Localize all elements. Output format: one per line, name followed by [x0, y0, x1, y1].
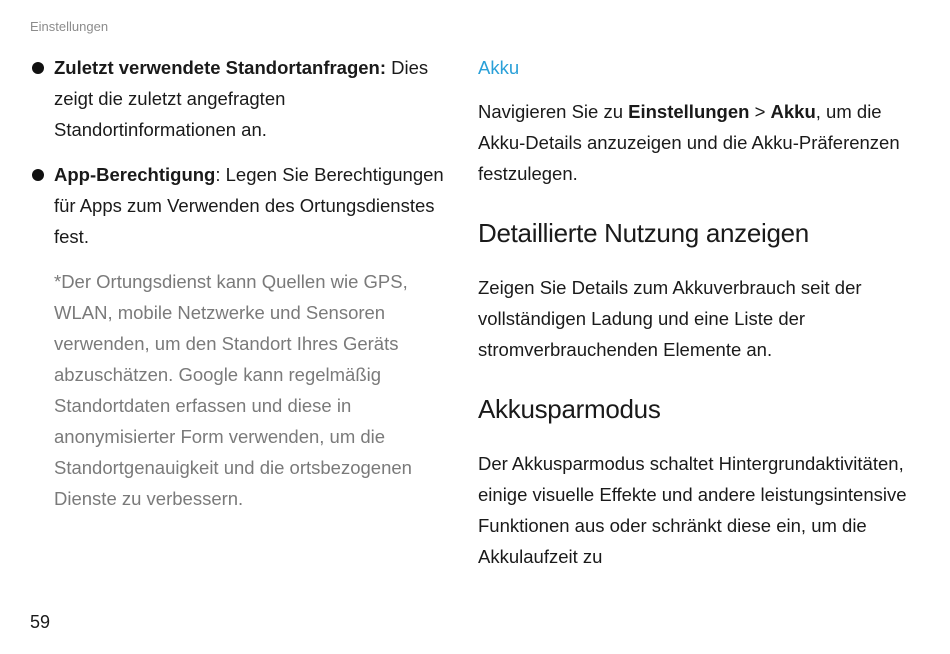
intro-text: Navigieren Sie zu — [478, 101, 629, 122]
bullet-term: Zuletzt verwendete Standortanfragen: — [54, 57, 387, 78]
location-service-note: *Der Ortungsdienst kann Quellen wie GPS, WLAN, mobile Netzwerke und Sensoren verwenden, um den Standort Ihres Geräts abzuschätzen. Google kann regelmäßig Standortdaten erfassen und diese in anonymisierter Form verwenden, um die Standortgenauigkeit und die ortsbezogenen Dienste zu verbessern. — [54, 271, 412, 509]
battery-intro-paragraph — [478, 96, 918, 189]
bullet-text: Dies zeigt die zuletzt angefragten Standortinformationen an. — [54, 57, 429, 140]
heading-power-saving-mode: Akkusparmodus — [478, 394, 661, 424]
heading-usage-details: Detaillierte Nutzung anzeigen — [478, 218, 809, 248]
menu-path-separator: > — [749, 101, 771, 122]
left-column — [30, 52, 450, 514]
page-number: 59 — [30, 612, 51, 632]
power-saving-paragraph: Der Akkusparmodus schaltet Hintergrundaktivitäten, einige visuelle Effekte und andere leistungsintensive Funktionen aus oder schränkt diese ein, um die Akkulaufzeit zu — [478, 453, 907, 567]
bullet-text: : Legen Sie Berechtigungen für Apps zum Verwenden des Ortungsdienstes fest. — [54, 164, 444, 247]
usage-details-paragraph: Zeigen Sie Details zum Akkuverbrauch seit der vollständigen Ladung und eine Liste der stromverbrauchenden Elemente an. — [478, 277, 862, 360]
right-column — [478, 52, 918, 572]
bullet-recent-location-requests — [30, 52, 450, 145]
menu-path-battery: Akku — [770, 101, 816, 122]
bullet-icon — [32, 169, 44, 181]
running-header: Einstellungen — [30, 19, 109, 34]
section-label-battery: Akku — [478, 57, 520, 78]
bullet-icon — [32, 62, 44, 74]
bullet-app-permission — [30, 159, 450, 252]
bullet-term: App-Berechtigung — [54, 164, 216, 185]
intro-text-end: , um die Akku-Details anzuzeigen und die Akku-Präferenzen festzulegen. — [478, 101, 900, 184]
menu-path-settings: Einstellungen — [628, 101, 750, 122]
